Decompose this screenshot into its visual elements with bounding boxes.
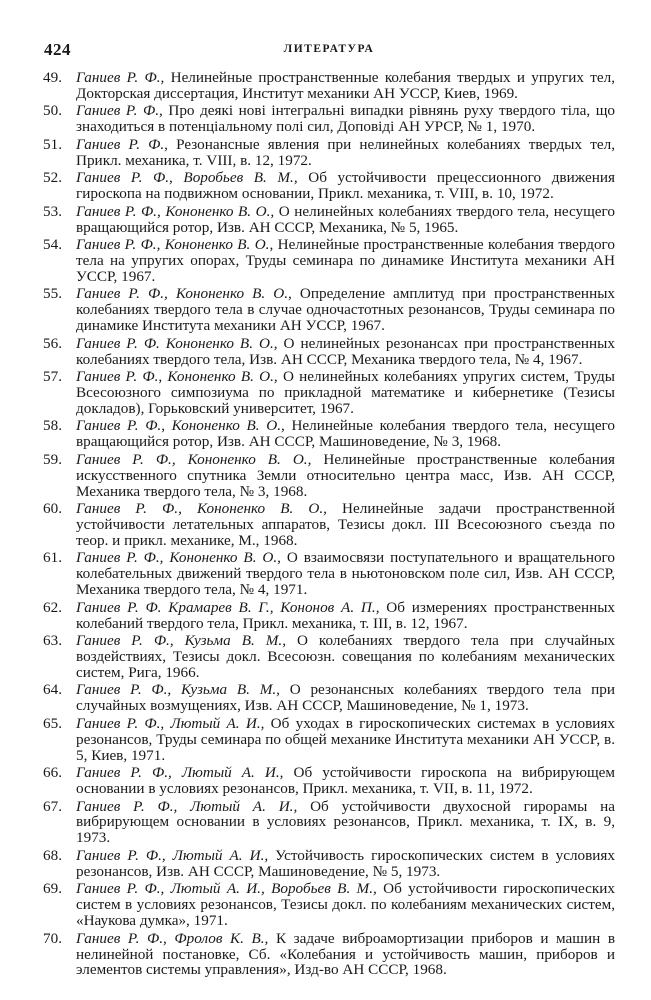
reference-entry — [0, 452, 651, 500]
reference-entry — [0, 286, 651, 334]
reference-text: Нелинейные колебания твердого тела, несущего вращающийся ротор, Изв. АН СССР, Машиноведение, № 3, 1968. — [76, 417, 615, 451]
reference-number: 68. — [43, 846, 62, 864]
reference-text: О нелинейных колебаниях упругих систем, Труды Всесоюзного симпозиума по прикладной математике и кибернетике (Тезисы докладов), Горьковский университет, 1967. — [76, 368, 615, 417]
reference-entry — [0, 765, 651, 797]
reference-authors: Ганиев Р. Ф., Кононенко В. О., — [76, 500, 327, 518]
reference-authors: Ганиев Р. Ф., — [76, 69, 165, 86]
page-header — [44, 40, 614, 62]
reference-number: 70. — [43, 929, 62, 947]
reference-authors: Ганиев Р. Ф., Кузьма В. М., — [76, 681, 280, 699]
page-number: 424 — [44, 40, 71, 59]
reference-text: К задаче виброамортизации приборов и машин в нелинейной постановке, Сб. «Колебания и устойчивость машин, приборов и элементов системы управления», Изд-во АН СССР, 1968. — [76, 929, 615, 979]
reference-text: Об устойчивости двухосной гирорамы на вибрирующем основании в условиях резонансов, Прикл. механика, т. IX, в. 9, 1973. — [76, 797, 615, 847]
reference-entry — [0, 418, 651, 450]
reference-entry — [0, 633, 651, 681]
reference-entry — [0, 70, 651, 102]
reference-entry — [0, 237, 651, 285]
reference-entry — [0, 336, 651, 368]
reference-number: 51. — [43, 135, 62, 153]
reference-entry — [0, 881, 651, 929]
reference-number: 50. — [43, 102, 62, 120]
reference-number: 52. — [43, 169, 62, 187]
reference-number: 63. — [43, 632, 62, 650]
reference-text: Об устойчивости гироскопа на вибрирующем основании в условиях резонансов, Прикл. механика, т. VII, в. 11, 1972. — [76, 764, 616, 798]
reference-entry — [0, 799, 651, 847]
reference-authors: Ганиев Р. Ф., Кузьма В. М., — [76, 632, 286, 650]
reference-text: Устойчивость гироскопических систем в условиях резонансов, Изв. АН СССР, Машиноведение, № 5, 1973. — [76, 846, 615, 880]
reference-number: 66. — [43, 764, 62, 782]
reference-entry — [0, 204, 651, 236]
reference-authors: Ганиев Р. Ф., Кононенко В. О., — [76, 202, 275, 220]
reference-entry — [0, 103, 651, 135]
reference-entry — [0, 369, 651, 417]
reference-authors: Ганиев Р. Ф., Лютый А. И., Воробьев В. М., — [76, 880, 377, 898]
reference-number: 55. — [43, 285, 62, 303]
reference-text: Об устойчивости прецессионного движения гироскопа на подвижном основании, Прикл. механика, т. VIII, в. 10, 1972. — [76, 169, 615, 203]
reference-authors: Ганиев Р. Ф., Кононенко В. О., — [76, 450, 312, 468]
reference-entry — [0, 550, 651, 598]
reference-authors: Ганиев Р. Ф., Кононенко В. О., — [76, 549, 281, 567]
reference-number: 57. — [43, 368, 62, 386]
reference-number: 54. — [43, 236, 62, 254]
reference-entry — [0, 716, 651, 764]
reference-authors: Ганиев Р. Ф., Кононенко В. О., — [76, 285, 292, 303]
reference-number: 65. — [43, 714, 62, 732]
reference-authors: Ганиев Р. Ф., — [76, 135, 168, 153]
reference-authors: Ганиев Р. Ф. Кононенко В. О., — [76, 334, 278, 352]
reference-text: О колебаниях твердого тела при случайных воздействиях, Тезисы докл. Всесоюзн. совещания по колебаниям механических систем, Рига, 1966. — [76, 632, 615, 681]
reference-number: 58. — [43, 417, 62, 435]
reference-number: 67. — [43, 797, 62, 815]
reference-entry — [0, 600, 651, 632]
reference-number: 61. — [43, 549, 62, 567]
reference-text: Нелинейные пространственные колебания твердых и упругих тел, Докторская диссертация, Институт механики АН УССР, Киев, 1969. — [76, 69, 615, 102]
reference-authors: Ганиев Р. Ф., Лютый А. И., — [76, 714, 265, 732]
reference-text: Определение амплитуд при пространственных колебаниях твердого тела в случае одночастотных резонансов, Труды семинара по динамике Института механики АН УССР, 1967. — [76, 285, 615, 335]
reference-text: Об уходах в гироскопических системах в условиях резонансов, Труды семинара по общей механике Института механики АН УССР, в. 5, Киев, 1971. — [76, 714, 615, 764]
reference-entry — [0, 170, 651, 202]
reference-authors: Ганиев Р. Ф., Кононенко В. О., — [76, 368, 278, 386]
reference-text: Нелинейные пространственные колебания искусственного спутника Земли относительно центра масс, Изв. АН СССР, Механика твердого тела, № 3, 1968. — [76, 450, 615, 500]
reference-authors: Ганиев Р. Ф., Воробьев В. М., — [76, 169, 298, 187]
reference-authors: Ганиев Р. Ф., — [76, 102, 163, 120]
reference-entry — [0, 137, 651, 169]
reference-authors: Ганиев Р. Ф., Лютый А. И., — [76, 846, 269, 864]
reference-number: 59. — [43, 450, 62, 468]
reference-number: 64. — [43, 681, 62, 699]
reference-authors: Ганиев Р. Ф., Фролов К. В., — [76, 929, 269, 947]
reference-text: Об измерениях пространственных колебаний твердого тела, Прикл. механика, т. III, в. 12, 1967. — [76, 598, 615, 632]
reference-authors: Ганиев Р. Ф., Кононенко В. О., — [76, 236, 274, 254]
reference-number: 60. — [43, 500, 62, 518]
reference-number: 53. — [43, 202, 62, 220]
reference-number: 69. — [43, 880, 62, 898]
reference-text: Об устойчивости гироскопических систем в условиях резонансов, Тезисы докл. по колебаниям механических систем, «Наукова думка», 1971. — [76, 880, 616, 930]
reference-authors: Ганиев Р. Ф., Лютый А. И., — [76, 764, 284, 782]
reference-text: О резонансных колебаниях твердого тела при случайных возмущениях, Изв. АН СССР, Машиноведение, № 1, 1973. — [76, 681, 615, 715]
reference-text: Нелинейные задачи пространственной устойчивости летательных аппаратов, Тезисы докл. III Всесоюзного съезда по теор. и прикл. механике, М., 1968. — [76, 500, 615, 549]
reference-number: 49. — [43, 69, 62, 86]
reference-entry — [0, 501, 651, 549]
reference-text: Резонансные явления при нелинейных колебаниях твердых тел, Прикл. механика, т. VIII, в. 12, 1972. — [76, 135, 615, 169]
reference-text: О взаимосвязи поступательного и вращательного колебательных движений твердого тела в ньютоновском поле сил, Изв. АН СССР, Механика твердого тела, № 4, 1971. — [76, 549, 615, 599]
reference-authors: Ганиев Р. Ф. Крамарев В. Г., Кононов А. П., — [76, 598, 380, 616]
reference-authors: Ганиев Р. Ф., Лютый А. И., — [76, 797, 298, 815]
reference-number: 56. — [43, 334, 62, 352]
reference-number: 62. — [43, 598, 62, 616]
reference-entry — [0, 682, 651, 714]
reference-entry — [0, 931, 651, 979]
reference-text: Про деякі нові інтегральні випадки рівнянь руху твердого тіла, що знаходиться в потенціальному полі сил, Доповіді АН УРСР, № 1, 1970. — [76, 102, 615, 136]
reference-text: О нелинейных колебаниях твердого тела, несущего вращающийся ротор, Изв. АН СССР, Механика, № 5, 1965. — [76, 202, 615, 236]
reference-authors: Ганиев Р. Ф., Кононенко В. О., — [76, 417, 285, 435]
running-title: ЛИТЕРАТУРА — [283, 43, 375, 55]
reference-text: О нелинейных резонансах при пространственных колебаниях твердого тела, Изв. АН СССР, Механика твердого тела, № 4, 1967. — [76, 334, 615, 368]
reference-text: Нелинейные пространственные колебания твердого тела на упругих опорах, Труды семинара по динамике Института механики АН УССР, 1967. — [76, 236, 615, 285]
reference-entry — [0, 848, 651, 880]
reference-list — [0, 70, 651, 980]
